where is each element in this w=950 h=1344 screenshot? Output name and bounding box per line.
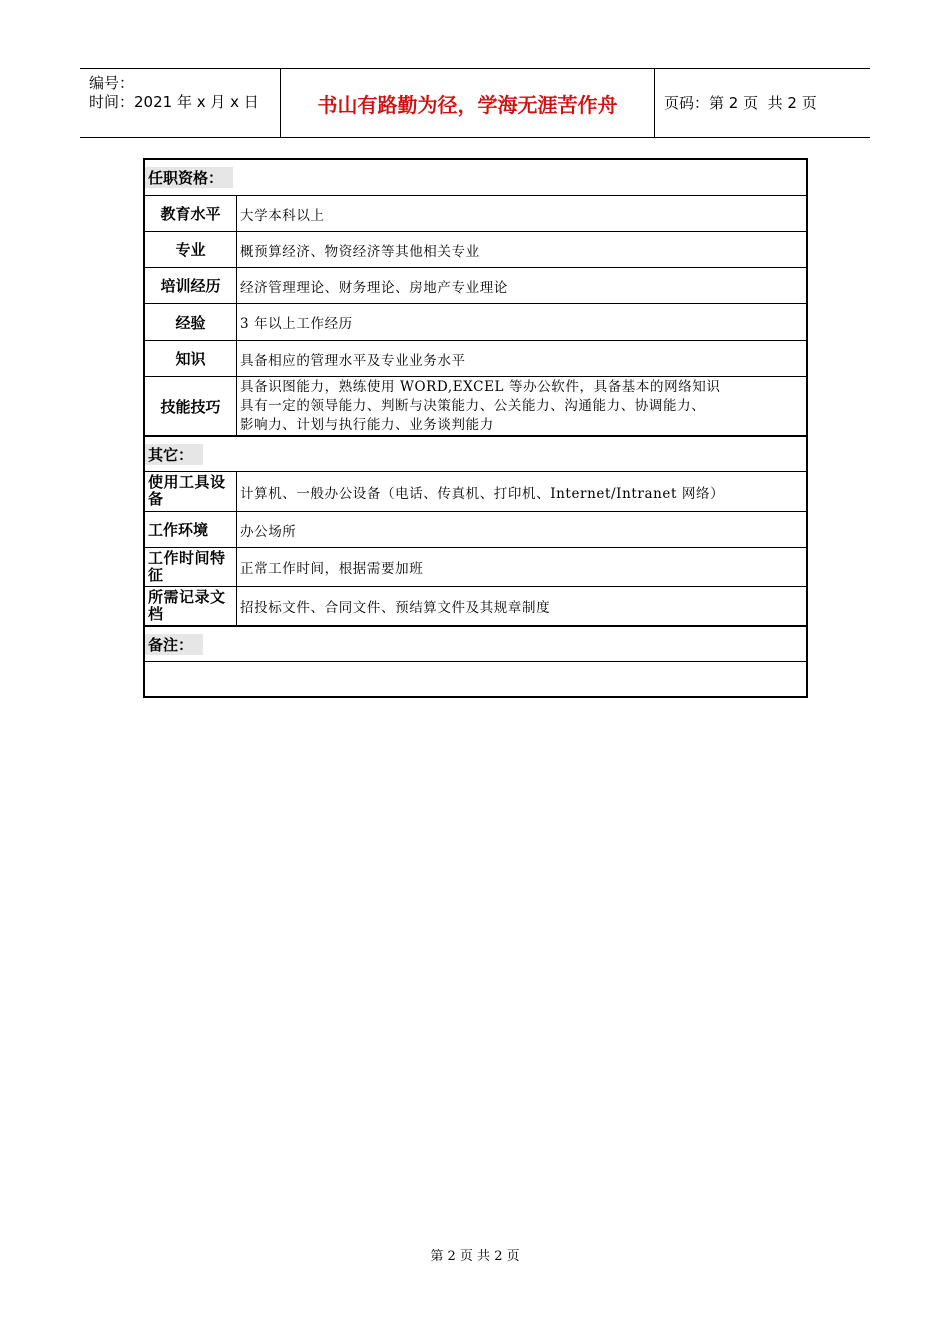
job-qualification-table xyxy=(143,158,808,698)
table-row xyxy=(145,304,806,341)
table-row xyxy=(145,512,806,548)
row-value: 3 年以上工作经历 xyxy=(240,316,353,332)
row-value: 经济管理理论、财务理论、房地产专业理论 xyxy=(240,279,508,296)
section-title: 备注： xyxy=(145,634,203,655)
section-header-qualifications xyxy=(145,160,806,196)
page-footer xyxy=(0,1245,950,1264)
document-number-label: 编号： xyxy=(89,74,135,92)
row-label: 培训经历 xyxy=(145,268,237,303)
row-value: 办公场所 xyxy=(240,523,297,540)
table-row xyxy=(145,268,806,304)
row-value: 概预算经济、物资经济等其他相关专业 xyxy=(240,243,480,260)
section-header-notes xyxy=(145,627,806,662)
table-row xyxy=(145,548,806,587)
table-row xyxy=(145,472,806,512)
row-label: 工作环境 xyxy=(145,512,237,547)
table-row xyxy=(145,587,806,627)
page-header xyxy=(80,68,870,138)
row-value: 具备相应的管理水平及专业业务水平 xyxy=(240,352,466,369)
table-row xyxy=(145,341,806,377)
row-label: 知识 xyxy=(145,341,237,376)
value-line: 具有一定的领导能力、判断与决策能力、公关能力、沟通能力、协调能力、 xyxy=(240,397,706,414)
table-row xyxy=(145,377,806,437)
value-line: 影响力、计划与执行能力、业务谈判能力 xyxy=(240,416,494,433)
header-motto: 书山有路勤为径，学海无涯苦作舟 xyxy=(317,92,618,117)
row-value: 正常工作时间，根据需要加班 xyxy=(240,561,424,577)
section-title: 任职资格： xyxy=(145,167,233,188)
row-label: 技能技巧 xyxy=(145,377,237,435)
row-label: 所需记录文档 xyxy=(145,587,237,625)
row-label: 经验 xyxy=(145,304,237,340)
document-time-label: 时间：2021 年 x 月 x 日 xyxy=(89,93,259,111)
row-value: 大学本科以上 xyxy=(240,207,325,224)
header-meta xyxy=(80,69,280,137)
row-value: 计算机、一般办公设备（电话、传真机、打印机、Internet/Intranet 网络） xyxy=(240,485,725,502)
row-label: 专业 xyxy=(145,232,237,267)
row-label: 教育水平 xyxy=(145,196,237,231)
table-row xyxy=(145,232,806,268)
table-row xyxy=(145,196,806,232)
row-label: 工作时间特征 xyxy=(145,548,237,586)
notes-row xyxy=(145,662,806,696)
section-header-other xyxy=(145,437,806,472)
section-title: 其它： xyxy=(145,444,203,465)
footer-page-number: 第 2 页 共 2 页 xyxy=(430,1249,520,1264)
row-value: 招投标文件、合同文件、预结算文件及其规章制度 xyxy=(240,600,551,616)
value-line: 具备识图能力，熟练使用 WORD,EXCEL 等办公软件，具备基本的网络知识 xyxy=(240,378,721,395)
header-page-number: 页码：第 2 页 共 2 页 xyxy=(664,94,817,112)
header-divider xyxy=(654,69,655,137)
row-label: 使用工具设备 xyxy=(145,472,237,511)
row-value xyxy=(240,377,721,435)
